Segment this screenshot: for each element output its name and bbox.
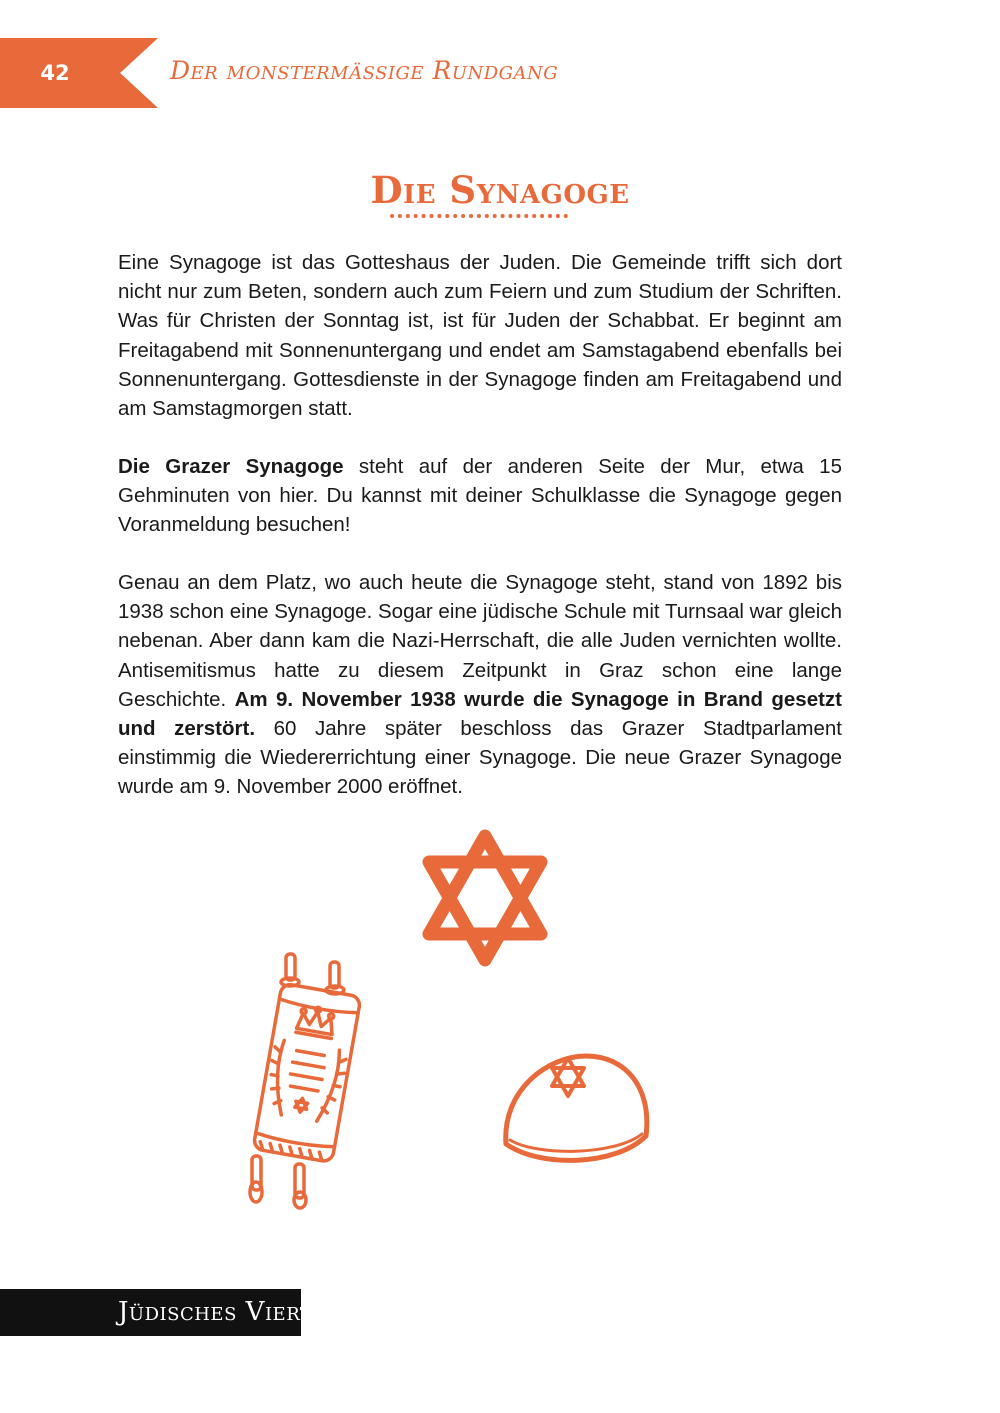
kippah-icon	[496, 1040, 656, 1172]
section-footer-label: Jüdisches Viertel	[118, 1297, 339, 1327]
paragraph-intro	[118, 248, 842, 423]
history-end: 60 Jahre später beschloss das Grazer Stadtparlament einstimmig die Wiedererrichtung einer Synagoge. Die neue Grazer Synagoge wurde am 9. November 2000 eröffnet.	[118, 717, 842, 799]
history-bold: Am 9. November 1938 wurde die Synagoge in Brand gesetzt und zerstört.	[118, 687, 842, 741]
torah-scroll-icon	[232, 948, 372, 1210]
running-header: Der monstermässige Rundgang	[170, 56, 559, 85]
paragraph-grazer-synagoge-text	[118, 452, 842, 540]
paragraph-rest: steht auf der anderen Seite der Mur, etwa 15 Gehminuten von hier. Du kannst mit deiner Schulklasse die Synagoge gegen Voranmeldung besuchen!	[118, 455, 842, 537]
title-underline	[390, 214, 568, 218]
page-title: Die Synagoge	[370, 168, 630, 212]
star-of-david-icon	[418, 826, 552, 970]
page-number: 42	[40, 61, 70, 85]
history-start: Genau an dem Platz, wo auch heute die Synagoge steht, stand von 1892 bis 1938 schon eine Synagoge. Sogar eine jüdische Schule mit Turnsaal war gleich nebenan. Aber dann kam die Nazi-Herrschaft, die alle Juden vernichten wollte. Antisemitismus hatte zu diesem Zeitpunkt in Graz schon eine lange Geschichte.	[118, 571, 842, 711]
paragraph-history-text	[118, 568, 842, 802]
paragraph-intro-text: Eine Synagoge ist das Gotteshaus der Juden. Die Gemeinde trifft sich dort nicht nur zum Beten, sondern auch zum Feiern und zum Studium der Schriften. Was für Christen der Sonntag ist, ist für Juden der Schabbat. Er beginnt am Freitagabend mit Sonnenuntergang und endet am Samstagabend ebenfalls bei Sonnenuntergang. Gottesdienste in der Synagoge finden am Freitagabend und am Samstagmorgen statt.	[118, 251, 842, 421]
paragraph-bold-lead: Die Grazer Synagoge	[118, 455, 344, 478]
paragraph-grazer-synagoge	[118, 452, 842, 540]
paragraph-history	[118, 568, 842, 802]
